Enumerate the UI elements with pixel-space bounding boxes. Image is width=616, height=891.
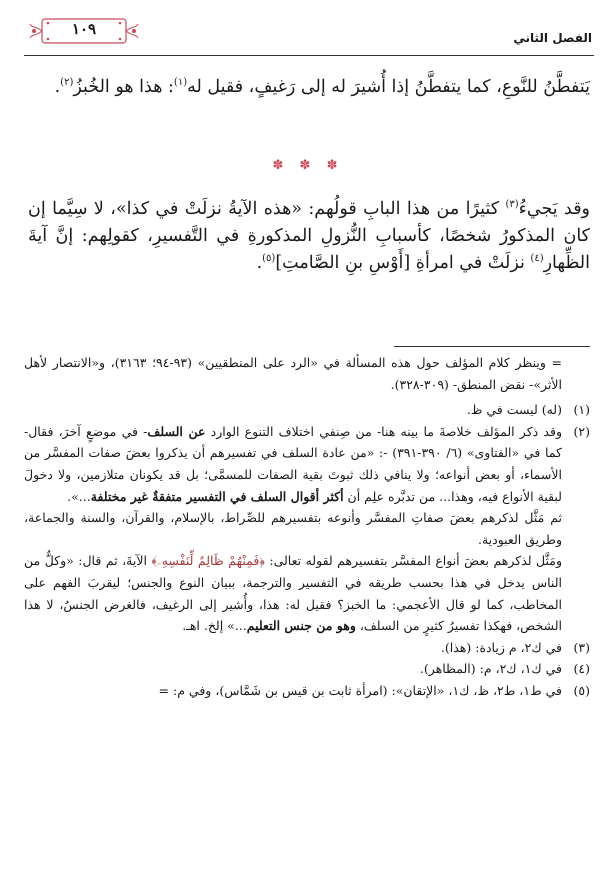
chapter-title: الفصل الثاني (513, 31, 592, 45)
main-text-2 (28, 196, 590, 277)
footnote-3: (٣) في ك٢، م زيادة: (هذا). (24, 637, 592, 659)
footnote-separator (394, 346, 590, 347)
page-number-frame (28, 16, 140, 46)
footnote-5: (٥) في ط١، ط٢، ظ، ك١، «الإتقان»: (امرأة ثابت بن قيس بن شَمَّاس)، وفي م: = (24, 680, 592, 702)
footnote-4: (٤) في ك١، ك٢، م: (المظاهر). (24, 658, 592, 680)
header-rule (24, 55, 594, 56)
footnote-marker: (١) (573, 402, 590, 418)
footnote-ref-4[interactable]: (٤) (530, 253, 544, 265)
footnote-ref-1[interactable]: (١) (173, 77, 188, 89)
footnote-marker: (٣) (573, 639, 590, 655)
footnote-2: (٢) وقد ذكر المؤلف خلاصةَ ما بينه هنا- من صِنفي اختلاف التنوع الوارد عن السلف- في موضعٍ آخرَ، فقال- كما في «الفتاوى» (٦/ ٣٩٠-٣٩١) -: «من عادة السلف في تفسيرهم أن يذكروا بعضَ صفات المفسَّر من الأسماء، أو بعض أنواعه؛ ولا ينافي ذلك ثبوتَ بقية الصفات للمسمَّى؛ بل قد يكونان متلازمين، ولا دخولَ لبقية الأنواع فيه، وهذا... من تدبَّره علِم أن أكثر أقوال السلف في التفسير متفقةٌ غير مختلفة...». (24, 421, 592, 507)
main-text (28, 74, 590, 101)
footnotes (24, 352, 592, 702)
footnote-ref-3[interactable]: (٣) (505, 199, 519, 211)
footnote-continuation: = وينظر كلام المؤلف حول هذه المسألة في «الرد على المنطقيين» (٩٣-٩٤؛ ٣١٦٣)، و«الانتصار لأهل الأثر»- نقض المنطق- (٣٠٩-٣٢٨). (24, 355, 562, 392)
footnote-ref-2[interactable]: (٢) (60, 77, 74, 89)
quran-verse: ﴿فَمِنْهُمْ ظَالِمٌ لِّنَفْسِهِۦ﴾ (151, 553, 265, 569)
footnote-marker: (٤) (573, 661, 590, 677)
footnote-ref-5[interactable]: (٥) (262, 253, 276, 265)
page-number: ١٠٩ (71, 20, 97, 38)
paragraph-1: يَتفطَّنُ للنَّوعِ، كما يتفطَّنُ إذا أُشيرَ له إلى رَغيفٍ، فقيل له$^{(١)}$: هذا هو الخُبزُ$^{(٢)}$. (54, 77, 590, 97)
footnote-marker: (٥) (573, 682, 590, 698)
section-divider-stars: ✽ ✽ ✽ (272, 158, 344, 173)
footnote-2-continued-b: ومَثَّل لذكرهم بعضَ أنواع المفسَّر بتفسيرهم لقوله تعالى: ﴿فَمِنْهُمْ ظَالِمٌ لِّنَفْسِهِۦ﴾ الآيةَ، ثم قال: «وكلٌّ من الناس يدخل في هذا بحسب طريقه في التفسير والترجمة، ببيان النوع والجنس؛ ليقربَ الفهم على المخاطب، كما لو قال الأعجمي: ما الخبز؟ فقيل له: هذا، وأُشير إلى الرغيف، فالغرض الجنسُ، لا هذا الشخص، فهكذا تفسيرُ كثيرٍ من السلف، وهو من جنس التعليم...» إلخ. اهـ. (24, 553, 563, 634)
page-header (24, 16, 594, 56)
footnote-1: (١) (له) ليست في ظ. (24, 399, 592, 421)
footnote-marker: (٢) (573, 423, 590, 439)
footnote-2-continued-a: ثم مَثَّل لذكرهم بعضَ صفاتِ المفسَّر وأنوعه بتفسيرهم للصِّراط، بالإسلام، والقرآن، والسنة والجماعة، وطريق العبودية. (24, 510, 562, 547)
paragraph-2: وقد يَجيءُ$^{(٣)}$ كثيرًا من هذا البابِ قولُهم: «هذه الآيةُ نزلَتْ في كذا»، لا سِيَّما إن كان المذكورُ شخصًا، كأسبابِ النُّزولِ المذكورةِ في التَّفسيرِ، كقولِهم: إنَّ آيةَ الظِّهارِ$^{(٤)}$ نزلَتْ في امرأةِ [أَوْسِ بنِ الصَّامتِ]$^{(٥)}$. (28, 199, 591, 273)
